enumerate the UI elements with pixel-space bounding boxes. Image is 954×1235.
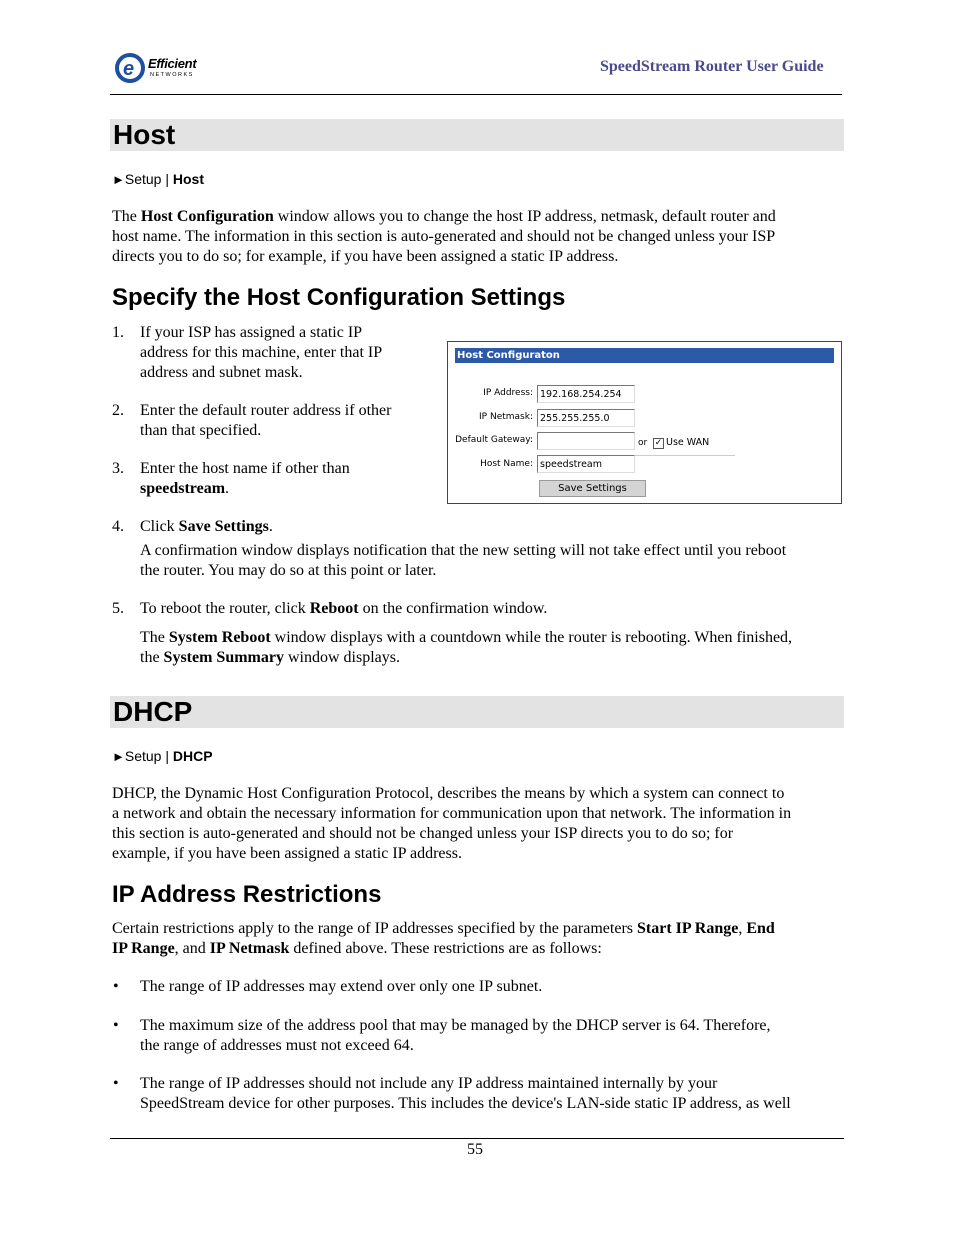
step-5-note-pre2: the <box>140 649 164 666</box>
step-5-text <box>140 599 547 619</box>
step-5-tail: on the confirmation window. <box>358 600 548 617</box>
breadcrumb-separator: | <box>161 171 173 187</box>
intro-line-3: directs you to do so; for example, if you have been assigned a static IP address. <box>112 248 619 265</box>
step-number: 1. <box>112 324 124 341</box>
breadcrumb-arrow-icon: ► <box>112 172 125 187</box>
ip-netmask-label: IP Netmask: <box>479 412 533 422</box>
step-1-line: If your ISP has assigned a static IP <box>140 324 363 341</box>
bullet-item <box>140 977 542 997</box>
restrictions-text: , and <box>174 940 210 957</box>
bullet-item <box>140 1016 771 1056</box>
breadcrumb-arrow-icon: ► <box>112 749 125 764</box>
dhcp-intro-line: this section is auto-generated and should not be changed unless your ISP directs you to do so; for <box>112 825 734 842</box>
dhcp-section-bar <box>110 696 844 728</box>
step-5-note-tail: window displays. <box>283 649 400 666</box>
host-configuration-panel <box>447 341 842 504</box>
host-breadcrumb <box>112 171 204 187</box>
dhcp-breadcrumb <box>112 748 213 764</box>
bullet-item <box>140 1074 791 1114</box>
restrictions-bold: IP Netmask <box>209 940 290 957</box>
restrictions-bold: Start IP Range <box>637 920 739 937</box>
step-1-line: address and subnet mask. <box>140 364 303 381</box>
step-number: 5. <box>112 600 124 617</box>
host-section-bar <box>110 119 844 151</box>
ip-restrictions-subheading: IP Address Restrictions <box>112 881 382 908</box>
ip-netmask-input[interactable]: 255.255.255.0 <box>537 409 635 427</box>
host-name-label: Host Name: <box>480 459 533 469</box>
bullet-line: SpeedStream device for other purposes. This includes the device's LAN-side static IP address, as well <box>140 1095 791 1112</box>
step-5-note <box>140 628 844 668</box>
step-4-tail: . <box>268 518 273 535</box>
step-5-note-bold: System Reboot <box>168 629 271 646</box>
step-4-note-line: A confirmation window displays notification that the new setting will not take effect until you reboot <box>140 542 787 559</box>
step-4-bold: Save Settings <box>178 518 269 535</box>
host-name-input[interactable]: speedstream <box>537 455 635 473</box>
breadcrumb-setup: Setup <box>124 171 162 187</box>
footer-rule <box>110 1138 844 1139</box>
step-2-line: Enter the default router address if other <box>140 402 392 419</box>
dhcp-intro-line: example, if you have been assigned a static IP address. <box>112 845 462 862</box>
step-5-pre: To reboot the router, click <box>140 600 310 617</box>
breadcrumb-dhcp: DHCP <box>172 748 213 764</box>
restrictions-text: defined above. These restrictions are as follows: <box>289 940 602 957</box>
step-1-line: address for this machine, enter that IP <box>140 344 383 361</box>
save-settings-button[interactable]: Save Settings <box>539 480 646 497</box>
or-text: or <box>638 438 648 448</box>
restrictions-text: Certain restrictions apply to the range of IP addresses specified by the parameters <box>112 920 638 937</box>
svg-text:e: e <box>123 58 135 80</box>
default-gateway-input[interactable] <box>537 432 635 450</box>
step-number: 4. <box>112 518 124 535</box>
breadcrumb-setup: Setup <box>124 748 162 764</box>
default-gateway-label: Default Gateway: <box>455 435 533 445</box>
intro-text: The <box>112 208 141 225</box>
step-4-text <box>140 517 273 537</box>
restrictions-comma: , <box>738 920 747 937</box>
header-rule <box>110 94 842 95</box>
step-4-pre: Click <box>140 518 179 535</box>
bullet-line: The range of IP addresses should not include any IP address maintained internally by your <box>140 1075 718 1092</box>
bullet-line: The maximum size of the address pool that may be managed by the DHCP server is 64. Therefore, <box>140 1017 771 1034</box>
panel-header <box>455 348 834 363</box>
step-5-note-pre: The <box>140 629 169 646</box>
ip-address-input[interactable]: 192.168.254.254 <box>537 385 635 403</box>
breadcrumb-separator: | <box>161 748 173 764</box>
bullet-icon: • <box>113 1075 119 1092</box>
panel-title: Host Configuraton <box>457 350 560 361</box>
efficient-networks-logo <box>114 52 214 84</box>
step-2-line: than that specified. <box>140 422 262 439</box>
step-5-bold: Reboot <box>309 600 359 617</box>
step-2-text <box>140 401 391 441</box>
intro-text-cont: window allows you to change the host IP address, netmask, default router and <box>273 208 776 225</box>
step-number: 2. <box>112 402 124 419</box>
bullet-line: the range of addresses must not exceed 64. <box>140 1037 414 1054</box>
dhcp-intro-line: a network and obtain the necessary information for communication upon that network. The information in <box>112 805 792 822</box>
breadcrumb-host: Host <box>172 171 205 187</box>
restrictions-bold: End <box>746 920 775 937</box>
use-wan-label: Use WAN <box>666 437 710 448</box>
use-wan-checkbox[interactable]: ✓ <box>654 438 663 448</box>
step-3-tail: . <box>225 480 230 497</box>
restrictions-paragraph <box>112 919 844 959</box>
step-3-line: Enter the host name if other than <box>140 460 350 477</box>
dhcp-intro-paragraph <box>112 784 844 864</box>
step-3-text <box>140 459 350 499</box>
ip-address-label: IP Address: <box>483 388 533 398</box>
step-3-bold: speedstream <box>140 480 226 497</box>
bullet-icon: • <box>113 1017 119 1034</box>
field-divider <box>635 455 735 456</box>
bullet-icon: • <box>113 978 119 995</box>
step-5-note-mid: window displays with a countdown while the router is rebooting. When finished, <box>270 629 793 646</box>
dhcp-section-title: DHCP <box>113 696 193 727</box>
step-4-note-line: the router. You may do so at this point or later. <box>140 562 437 579</box>
step-number: 3. <box>112 460 124 477</box>
restrictions-bold: IP Range <box>112 940 175 957</box>
intro-bold: Host Configuration <box>140 208 274 225</box>
page-number: 55 <box>467 1141 483 1158</box>
step-1-text <box>140 323 382 383</box>
intro-line-2: host name. The information in this section is auto-generated and should not be changed unless your ISP <box>112 228 776 245</box>
step-5-note-bold2: System Summary <box>163 649 284 666</box>
step-4-note <box>140 541 844 581</box>
host-subheading: Specify the Host Configuration Settings <box>112 284 566 311</box>
bullet-line: The range of IP addresses may extend over only one IP subnet. <box>140 978 543 995</box>
host-section-title: Host <box>113 119 176 150</box>
document-title: SpeedStream Router User Guide <box>600 58 824 75</box>
dhcp-intro-line: DHCP, the Dynamic Host Configuration Protocol, describes the means by which a system can connect to <box>112 785 785 802</box>
logo-subtext: NETWORKS <box>150 72 194 78</box>
logo-text: Efficient <box>148 56 197 71</box>
host-intro-paragraph <box>112 207 844 267</box>
